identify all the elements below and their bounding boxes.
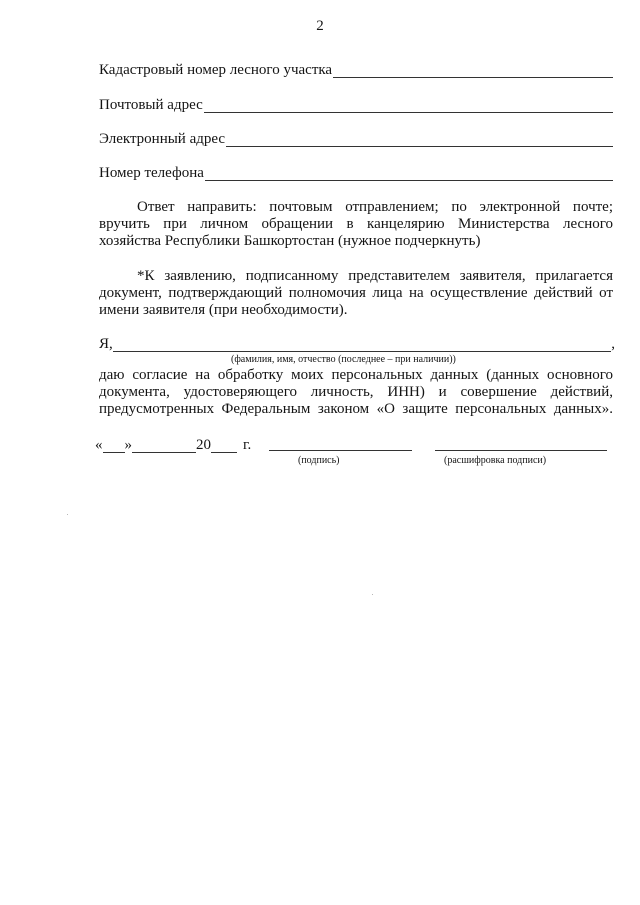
page-number: 2 bbox=[316, 18, 324, 34]
applicant-name-blank[interactable] bbox=[113, 338, 611, 352]
consent-paragraph bbox=[99, 367, 613, 418]
year-suffix: г. bbox=[243, 437, 252, 453]
signature-blank[interactable] bbox=[269, 450, 412, 451]
consent-line: предусмотренных Федеральным законом «О защите персональных данных». bbox=[99, 401, 613, 417]
attachment-note-line: документ, подтверждающий полномочия лица на осуществление действий от bbox=[99, 285, 613, 301]
postal-address-blank[interactable] bbox=[204, 99, 613, 113]
consent-line: документа, удостоверяющего личность, ИНН) и совершение действий, bbox=[99, 384, 613, 400]
consent-line: даю согласие на обработку моих персональных данных (данных основного bbox=[99, 367, 613, 383]
year-blank[interactable] bbox=[211, 439, 237, 453]
cadastral-number-field bbox=[99, 62, 613, 78]
response-method-line: вручить при личном обращении в канцелярию Министерства лесного bbox=[99, 216, 613, 232]
scan-speck bbox=[67, 514, 68, 515]
attachment-note-line: *К заявлению, подписанному представителем заявителя, прилагается bbox=[137, 268, 613, 284]
date-close-quote: » bbox=[124, 437, 132, 453]
signature-date bbox=[95, 437, 251, 453]
attachment-note-paragraph bbox=[99, 268, 613, 319]
signature-decoding-blank[interactable] bbox=[435, 450, 607, 451]
phone-number-blank[interactable] bbox=[205, 167, 613, 181]
date-open-quote: « bbox=[95, 437, 103, 453]
attachment-note-line: имени заявителя (при необходимости). bbox=[99, 302, 348, 318]
applicant-name-caption: (фамилия, имя, отчество (последнее – при наличии)) bbox=[231, 354, 456, 365]
year-prefix: 20 bbox=[196, 437, 211, 453]
applicant-name-suffix: , bbox=[611, 336, 615, 352]
scan-speck bbox=[372, 594, 373, 595]
phone-number-field bbox=[99, 165, 613, 181]
phone-number-label: Номер телефона bbox=[99, 165, 204, 181]
postal-address-field bbox=[99, 97, 613, 113]
email-address-blank[interactable] bbox=[226, 133, 613, 147]
cadastral-number-label: Кадастровый номер лесного участка bbox=[99, 62, 333, 78]
response-method-line: Ответ направить: почтовым отправлением; по электронной почте; bbox=[137, 199, 613, 215]
signature-caption: (подпись) bbox=[298, 455, 340, 466]
response-method-line: хозяйства Республики Башкортостан (нужное подчеркнуть) bbox=[99, 233, 481, 249]
signature-decoding-caption: (расшифровка подписи) bbox=[444, 455, 547, 466]
postal-address-label: Почтовый адрес bbox=[99, 97, 203, 113]
cadastral-number-blank[interactable] bbox=[333, 64, 613, 78]
email-address-field bbox=[99, 131, 613, 147]
month-blank[interactable] bbox=[132, 439, 196, 453]
day-blank[interactable] bbox=[103, 439, 125, 453]
applicant-name-prefix: Я, bbox=[99, 336, 113, 352]
response-method-paragraph bbox=[99, 199, 613, 250]
email-address-label: Электронный адрес bbox=[99, 131, 226, 147]
applicant-name-field bbox=[99, 336, 615, 352]
